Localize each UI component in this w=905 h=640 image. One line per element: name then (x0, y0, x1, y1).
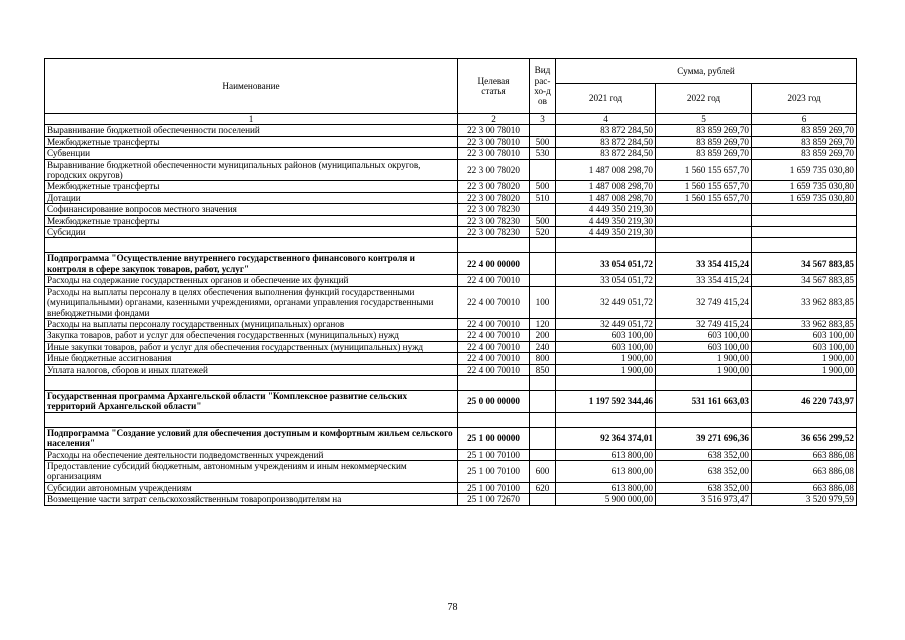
row-vid (530, 390, 556, 412)
table-row (45, 318, 857, 329)
row-vid: 850 (530, 364, 556, 375)
spacer-row (45, 375, 857, 390)
row-2022: 39 271 696,36 (656, 427, 752, 449)
table-row (45, 227, 857, 238)
row-2021: 1 487 008 298,70 (556, 192, 656, 203)
row-2023: 1 659 735 030,80 (752, 181, 857, 192)
table-row (45, 390, 857, 412)
row-name: Расходы на обеспечение деятельности подведомственных учреждений (45, 449, 458, 460)
row-name: Межбюджетные трансферты (45, 136, 458, 147)
row-2023 (752, 215, 857, 226)
row-name: Предоставление субсидий бюджетным, автономным учреждениям и иным некоммерческим организациям (45, 460, 458, 482)
row-2022: 1 900,00 (656, 353, 752, 364)
row-code: 25 1 00 70100 (458, 449, 530, 460)
row-2023 (752, 204, 857, 215)
row-name: Государственная программа Архангельской области "Комплексное развитие сельских территорий Архангельской области" (45, 390, 458, 412)
row-2021: 1 900,00 (556, 353, 656, 364)
row-name: Расходы на содержание государственных органов и обеспечение их функций (45, 275, 458, 286)
row-name: Уплата налогов, сборов и иных платежей (45, 364, 458, 375)
row-2022: 32 749 415,24 (656, 318, 752, 329)
row-name: Подпрограмма "Осуществление внутреннего государственного финансового контроля и контроля в сфере закупок товаров, работ, услуг" (45, 253, 458, 275)
row-vid: 100 (530, 286, 556, 318)
row-2021: 32 449 051,72 (556, 286, 656, 318)
row-2021: 32 449 051,72 (556, 318, 656, 329)
row-2023: 34 567 883,85 (752, 253, 857, 275)
row-2022 (656, 227, 752, 238)
row-2023: 603 100,00 (752, 341, 857, 352)
table-row (45, 286, 857, 318)
row-vid: 510 (530, 192, 556, 203)
header-2021: 2021 год (556, 84, 656, 114)
row-2023 (752, 227, 857, 238)
row-2021: 1 487 008 298,70 (556, 181, 656, 192)
page-number: 78 (447, 602, 458, 613)
row-code: 22 3 00 78230 (458, 204, 530, 215)
row-name: Межбюджетные трансферты (45, 215, 458, 226)
row-2021: 613 800,00 (556, 460, 656, 482)
row-2023: 663 886,08 (752, 482, 857, 493)
col-num: 3 (530, 114, 556, 125)
col-num: 6 (752, 114, 857, 125)
row-name: Софинансирование вопросов местного значения (45, 204, 458, 215)
row-code: 25 1 00 70100 (458, 482, 530, 493)
table-row (45, 449, 857, 460)
row-vid: 520 (530, 227, 556, 238)
row-vid (530, 494, 556, 505)
row-2023: 1 900,00 (752, 353, 857, 364)
row-2023: 46 220 743,97 (752, 390, 857, 412)
row-name: Дотации (45, 192, 458, 203)
header-vid: Вид рас-хо-дов (530, 59, 556, 114)
row-2023: 663 886,08 (752, 449, 857, 460)
row-2021: 5 900 000,00 (556, 494, 656, 505)
row-2023: 663 886,08 (752, 460, 857, 482)
row-vid: 120 (530, 318, 556, 329)
row-code: 22 3 00 78010 (458, 136, 530, 147)
row-name: Выравнивание бюджетной обеспеченности муниципальных районов (муниципальных округов, городских округов) (45, 159, 458, 181)
row-2023: 33 962 883,85 (752, 286, 857, 318)
col-num: 4 (556, 114, 656, 125)
row-code: 22 4 00 70010 (458, 364, 530, 375)
header-sum: Сумма, рублей (556, 59, 857, 84)
table-row (45, 494, 857, 505)
row-vid: 530 (530, 148, 556, 159)
row-2023: 36 656 299,52 (752, 427, 857, 449)
row-code: 22 4 00 70010 (458, 330, 530, 341)
row-2021: 1 487 008 298,70 (556, 159, 656, 181)
row-2021: 83 872 284,50 (556, 125, 656, 136)
row-name: Закупка товаров, работ и услуг для обеспечения государственных (муниципальных) нужд (45, 330, 458, 341)
table-row (45, 353, 857, 364)
row-code: 22 3 00 78010 (458, 148, 530, 159)
row-code: 25 1 00 72670 (458, 494, 530, 505)
row-2021: 83 872 284,50 (556, 148, 656, 159)
row-2022: 603 100,00 (656, 341, 752, 352)
row-2023: 1 900,00 (752, 364, 857, 375)
row-name: Подпрограмма "Создание условий для обеспечения доступным и комфортным жильем сельского населения" (45, 427, 458, 449)
row-name: Субсидии автономным учреждениям (45, 482, 458, 493)
spacer-row (45, 412, 857, 427)
table-row (45, 125, 857, 136)
table-row (45, 192, 857, 203)
row-2023: 3 520 979,59 (752, 494, 857, 505)
row-code: 22 4 00 70010 (458, 318, 530, 329)
row-2022: 531 161 663,03 (656, 390, 752, 412)
table-row (45, 427, 857, 449)
row-code: 22 4 00 70010 (458, 341, 530, 352)
table-row (45, 136, 857, 147)
row-2021: 33 054 051,72 (556, 253, 656, 275)
table-row (45, 159, 857, 181)
table-row (45, 364, 857, 375)
row-2021: 4 449 350 219,30 (556, 204, 656, 215)
header-target: Целевая статья (458, 59, 530, 114)
row-vid: 500 (530, 215, 556, 226)
row-vid (530, 449, 556, 460)
row-2022: 1 560 155 657,70 (656, 159, 752, 181)
row-name: Расходы на выплаты персоналу в целях обеспечения выполнения функций государственными (муниципальными) органами, казенными учреждениями, органами управления государственными внебюджетными фондами (45, 286, 458, 318)
row-vid: 800 (530, 353, 556, 364)
row-2022: 638 352,00 (656, 460, 752, 482)
header-name: Наименование (45, 59, 458, 114)
row-code: 22 3 00 78010 (458, 125, 530, 136)
row-2022: 83 859 269,70 (656, 148, 752, 159)
row-vid (530, 427, 556, 449)
row-vid (530, 204, 556, 215)
table-row (45, 181, 857, 192)
row-2022: 638 352,00 (656, 482, 752, 493)
row-2022 (656, 215, 752, 226)
row-2021: 92 364 374,01 (556, 427, 656, 449)
row-code: 22 4 00 70010 (458, 275, 530, 286)
row-2021: 613 800,00 (556, 449, 656, 460)
table-row (45, 460, 857, 482)
header-2023: 2023 год (752, 84, 857, 114)
row-2021: 33 054 051,72 (556, 275, 656, 286)
budget-table (44, 58, 857, 506)
row-name: Субсидии (45, 227, 458, 238)
row-vid (530, 125, 556, 136)
row-2023: 83 859 269,70 (752, 148, 857, 159)
row-2021: 4 449 350 219,30 (556, 227, 656, 238)
table-row (45, 330, 857, 341)
row-2022: 32 749 415,24 (656, 286, 752, 318)
table-row (45, 148, 857, 159)
table-row (45, 482, 857, 493)
row-vid: 200 (530, 330, 556, 341)
header-2022: 2022 год (656, 84, 752, 114)
column-number-row (45, 114, 857, 125)
row-code: 22 3 00 78230 (458, 215, 530, 226)
row-vid (530, 275, 556, 286)
row-code: 25 0 00 00000 (458, 390, 530, 412)
row-code: 22 3 00 78230 (458, 227, 530, 238)
row-vid: 500 (530, 136, 556, 147)
row-2022: 1 560 155 657,70 (656, 181, 752, 192)
row-2021: 1 900,00 (556, 364, 656, 375)
row-vid: 620 (530, 482, 556, 493)
col-num: 5 (656, 114, 752, 125)
row-2022: 1 900,00 (656, 364, 752, 375)
row-2023: 1 659 735 030,80 (752, 192, 857, 203)
row-2021: 83 872 284,50 (556, 136, 656, 147)
row-2022: 1 560 155 657,70 (656, 192, 752, 203)
row-code: 22 4 00 00000 (458, 253, 530, 275)
row-vid: 240 (530, 341, 556, 352)
row-2023: 83 859 269,70 (752, 136, 857, 147)
row-2022: 83 859 269,70 (656, 136, 752, 147)
table-row (45, 204, 857, 215)
col-num: 1 (45, 114, 458, 125)
row-vid: 600 (530, 460, 556, 482)
row-code: 22 4 00 70010 (458, 286, 530, 318)
row-2022: 3 516 973,47 (656, 494, 752, 505)
row-2021: 4 449 350 219,30 (556, 215, 656, 226)
table-row (45, 341, 857, 352)
row-2022: 603 100,00 (656, 330, 752, 341)
row-2021: 603 100,00 (556, 330, 656, 341)
row-2021: 613 800,00 (556, 482, 656, 493)
row-2022: 33 354 415,24 (656, 253, 752, 275)
row-code: 22 3 00 78020 (458, 159, 530, 181)
header-row (45, 59, 857, 84)
row-code: 25 1 00 00000 (458, 427, 530, 449)
row-2023: 34 567 883,85 (752, 275, 857, 286)
row-vid (530, 253, 556, 275)
row-2022 (656, 204, 752, 215)
row-code: 22 3 00 78020 (458, 181, 530, 192)
row-2021: 603 100,00 (556, 341, 656, 352)
table-row (45, 253, 857, 275)
row-2023: 33 962 883,85 (752, 318, 857, 329)
table-row (45, 215, 857, 226)
row-name: Расходы на выплаты персоналу государственных (муниципальных) органов (45, 318, 458, 329)
row-2023: 1 659 735 030,80 (752, 159, 857, 181)
row-code: 25 1 00 70100 (458, 460, 530, 482)
row-2023: 83 859 269,70 (752, 125, 857, 136)
row-name: Иные бюджетные ассигнования (45, 353, 458, 364)
row-2022: 83 859 269,70 (656, 125, 752, 136)
row-code: 22 3 00 78020 (458, 192, 530, 203)
row-2021: 1 197 592 344,46 (556, 390, 656, 412)
row-name: Выравнивание бюджетной обеспеченности поселений (45, 125, 458, 136)
spacer-row (45, 238, 857, 253)
row-vid (530, 159, 556, 181)
row-name: Субвенции (45, 148, 458, 159)
row-vid: 500 (530, 181, 556, 192)
row-name: Иные закупки товаров, работ и услуг для обеспечения государственных (муниципальных) нужд (45, 341, 458, 352)
row-name: Возмещение части затрат сельскохозяйственным товаропроизводителям на (45, 494, 458, 505)
row-code: 22 4 00 70010 (458, 353, 530, 364)
row-2022: 638 352,00 (656, 449, 752, 460)
table-row (45, 275, 857, 286)
row-2022: 33 354 415,24 (656, 275, 752, 286)
row-2023: 603 100,00 (752, 330, 857, 341)
col-num: 2 (458, 114, 530, 125)
row-name: Межбюджетные трансферты (45, 181, 458, 192)
